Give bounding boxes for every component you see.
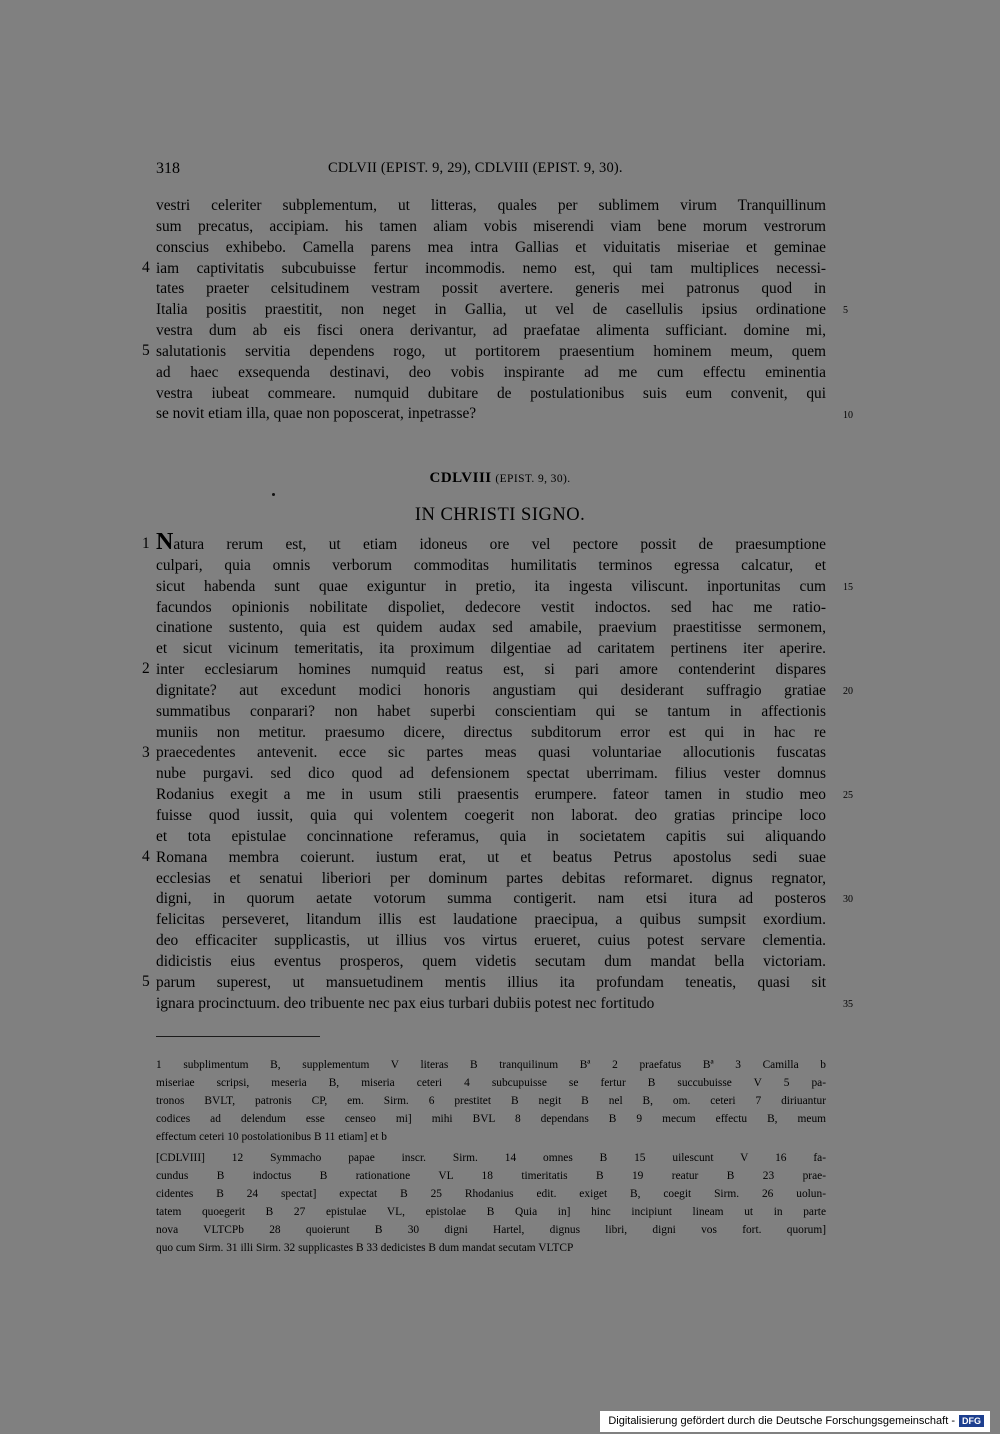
text-line: et tota epistulae concinnatione referamus, quia in societatem capitis sui aliquando (156, 827, 826, 845)
text-line: vestri celeriter subplementum, ut litteras, quales per sublimem virum Tranquillinum (156, 197, 826, 214)
apparatus-line: nova VLTCPb 28 quoierunt B 30 digni Hartel, dignus libri, digni vos fort. quorum] (156, 1224, 826, 1237)
letter-reference: (EPIST. 9, 30). (495, 473, 571, 485)
text-line: culpari, quia omnis verborum commoditas humilitatis terminos egressa calcatur, et (156, 556, 826, 574)
line-number: 10 (843, 409, 853, 421)
text-line: Italia positis praestitit, non neget in Gallia, ut vel de casellulis ipsius ordinatione (156, 301, 826, 319)
text-line: muniis non metitur. praesumo dicere, directus subditorum error est qui in hac re (156, 723, 826, 741)
apparatus-line: tronos BVLT, patronis CP, em. Sirm. 6 prestitet B negit B nel B, om. ceteri 7 diriuantur (156, 1095, 826, 1108)
text-line: salutationis servitia dependens rogo, ut portitorem praesentium hominem meum, quem (156, 342, 826, 360)
running-title: CDLVII (EPIST. 9, 29), CDLVIII (EPIST. 9, 30). (328, 160, 623, 176)
text-line: ignara procinctuum. deo tribuente nec pax eius turbari dubiis potest nec fortitudo (156, 994, 655, 1012)
letter-continuation-text (156, 196, 826, 425)
text-line: et sicut vicinum temeritatis, ita proximum dilgentiae ad caritatem pertinens iter aperire. (156, 640, 826, 658)
page-number: 318 (156, 160, 180, 177)
letter-number: CDLVIII (429, 470, 492, 486)
apparatus-line: quo cum Sirm. 31 illi Sirm. 32 supplicastes B 33 dedicistes B dum mandat secutam VLTCP (156, 1242, 574, 1255)
text-line: deo efficaciter supplicastis, ut illius vos virtus erueret, cuius potest servare clementia. (156, 932, 826, 950)
initial-letter: N (156, 529, 174, 555)
paragraph-number: 2 (142, 660, 150, 678)
apparatus-line: miseriae scripsi, meseria B, miseria ceteri 4 subcupuisse se fertur B succubuisse V 5 pa- (156, 1077, 826, 1090)
text-line: summatibus conparari? non habet superbi conscientiam qui se tantum in affectionis (156, 702, 826, 720)
line-number: 25 (843, 790, 853, 802)
text-line: Romana membra coierunt. iustum erat, ut et beatus Petrus apostolus sedi suae (156, 848, 826, 866)
apparatus-line: tatem quoegerit B 27 epistulae VL, epistolae B Quia in] hinc incipiunt lineam ut in parte (156, 1206, 826, 1219)
apparatus-line: [CDLVIII] 12 Symmacho papae inscr. Sirm. 14 omnes B 15 uilescunt V 16 fa- (156, 1152, 826, 1164)
dfg-logo: DFG (959, 1415, 984, 1427)
text-line: ad haec exsequenda destinavi, deo vobis inspirante ad me cum effectu eminentia (156, 363, 826, 381)
letter-subtitle: IN CHRISTI SIGNO. (414, 505, 586, 525)
text-line: fuisse quod iussit, quia qui volentem coegerit non laborat. deo gratias principe loco (156, 806, 826, 824)
first-line-text: atura rerum est, ut etiam idoneus ore vel pectore possit de praesumptione (173, 536, 826, 553)
print-speck (272, 493, 275, 496)
text-line: sicut habenda sunt quae exiguntur in pretio, ita ingesta viliscunt. inportunitas cum (156, 577, 826, 595)
text-line: tates praeter celsitudinem vestram possit avertere. generis mei patronus quod in (156, 280, 826, 298)
critical-apparatus-2 (156, 1149, 826, 1258)
text-line: vestra iubeat commeare. numquid dubitare de postulationibus suis eum convenit, qui (156, 384, 826, 402)
text-line: felicitas perseveret, litandum illis est laudatione praecipua, a quibus sumpsit exordium. (156, 911, 826, 929)
text-line (156, 529, 826, 556)
text-line: praecedentes antevenit. ecce sic partes meas quasi voluntariae allocutionis fuscatas (156, 744, 826, 762)
critical-apparatus-1 (156, 1056, 826, 1146)
paragraph-number: 3 (142, 743, 150, 761)
text-line: facundos opinionis nobilitate dispoliet, dedecore vestit indoctos. sed hac me ratio- (156, 598, 826, 616)
paragraph-number: 5 (142, 341, 150, 359)
text-line: sum precatus, accipiam. his tamen aliam vobis miserendi viam bene morum vestrorum (156, 217, 826, 235)
apparatus-line: codices ad delendum esse censeo mi] mihi BVL 8 dependans B 9 mecum effectu B, meum (156, 1113, 826, 1126)
funding-footer (600, 1411, 990, 1432)
letter-text (156, 529, 826, 1014)
paragraph-number: 4 (142, 847, 150, 865)
text-line: vestra dum ab eis fisci onera derivantur, ad praefatae alimenta sufficiant. domine mi, (156, 322, 826, 340)
paragraph-number: 1 (142, 535, 150, 552)
line-number: 30 (843, 894, 853, 906)
letter-heading (0, 470, 1000, 487)
line-number: 5 (843, 305, 848, 317)
apparatus-line: cundus B indoctus B rationatione VL 18 timeritatis B 19 reatur B 23 prae- (156, 1170, 826, 1183)
footer-text: Digitalisierung gefördert durch die Deutsche Forschungsgemeinschaft - (608, 1415, 955, 1427)
text-line: cinatione sustento, quia est quidem audax sed amabile, praevium praestitisse sermonem, (156, 619, 826, 637)
apparatus-line: effectum ceteri 10 postolationibus B 11 etiam] et b (156, 1131, 387, 1144)
apparatus-line: 1 subplimentum B, supplementum V literas B tranquilinum Bª 2 praefatus Bª 3 Camilla b (156, 1059, 826, 1071)
text-line: dignitate? aut excedunt modici honoris angustiam qui desiderant suffragio gratiae (156, 681, 826, 699)
line-number: 35 (843, 998, 853, 1010)
line-number: 20 (843, 685, 853, 697)
text-line: inter ecclesiarum homines numquid reatus est, si pari amore contenderint dispares (156, 661, 826, 679)
text-line: iam captivitatis subcubuisse fertur incommodis. nemo est, qui tam multiplices necessi- (156, 259, 826, 277)
text-line: didicistis eius eventus prosperos, quem videtis secutam dum mandat bella victoriam. (156, 952, 826, 970)
paragraph-number: 4 (142, 258, 150, 276)
text-line: parum superest, ut mansuetudinem mentis illius ita profundam teneatis, quasi sit (156, 973, 826, 991)
footnote-rule (156, 1036, 320, 1037)
text-line: digni, in quorum aetate votorum summa contigerit. nam etsi itura ad posteros (156, 890, 826, 908)
text-line: conscius exhibebo. Camella parens mea intra Gallias et viduitatis miseriae et geminae (156, 238, 826, 256)
paragraph-number: 5 (142, 972, 150, 990)
line-number: 15 (843, 581, 853, 593)
text-line: nube purgavi. sed dico quod ad defensionem spectat uberrimam. filius vester domnus (156, 765, 826, 783)
apparatus-line: cidentes B 24 spectat] expectat B 25 Rhodanius edit. exiget B, coegit Sirm. 26 uolun- (156, 1188, 826, 1201)
text-line: Rodanius exegit a me in usum stili praesentis erumpere. fateor tamen in studio meo (156, 786, 826, 804)
text-line: se novit etiam illa, quae non poposcerat, inpetrasse? (156, 405, 477, 423)
text-line: ecclesias et senatui liberiori per dominum partes debitas reformaret. dignus regnator, (156, 869, 826, 887)
